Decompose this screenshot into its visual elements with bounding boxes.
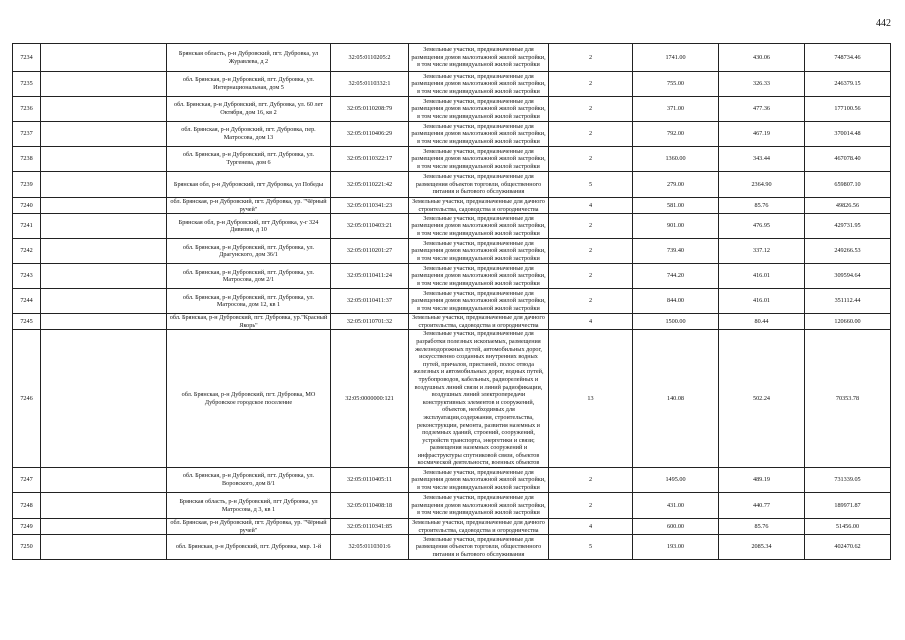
- table-row: [13, 493, 891, 519]
- cadastral-number-cell: 32:05:0110205:2: [331, 44, 409, 72]
- table-row: [13, 172, 891, 198]
- group-number-cell: 2: [549, 122, 633, 147]
- area-cell: 755.00: [633, 72, 719, 97]
- group-number-cell: 2: [549, 147, 633, 172]
- row-number-cell: 7243: [13, 264, 41, 289]
- land-use-cell: Земельные участки, предназначенные для дачного строительства, садоводства и огородничества: [409, 198, 549, 214]
- area-cell: 1360.00: [633, 147, 719, 172]
- table-row: [13, 264, 891, 289]
- blank-cell: [41, 535, 167, 560]
- blank-cell: [41, 519, 167, 535]
- cadastral-value-cell: 177100.56: [805, 97, 891, 122]
- cadastral-value-cell: 731339.05: [805, 468, 891, 493]
- land-use-cell: Земельные участки, предназначенные для размещения домов малоэтажной жилой застройки, в том числе индивидуальной жилой застройки: [409, 493, 549, 519]
- table-row: [13, 289, 891, 314]
- specific-value-cell: 477.36: [719, 97, 805, 122]
- blank-cell: [41, 314, 167, 330]
- table-row: [13, 97, 891, 122]
- area-cell: 739.40: [633, 239, 719, 264]
- table-row: [13, 44, 891, 72]
- row-number-cell: 7248: [13, 493, 41, 519]
- group-number-cell: 2: [549, 468, 633, 493]
- land-use-cell: Земельные участки, предназначенные для размещения домов малоэтажной жилой застройки, в том числе индивидуальной жилой застройки: [409, 289, 549, 314]
- table-row: [13, 72, 891, 97]
- row-number-cell: 7238: [13, 147, 41, 172]
- specific-value-cell: 85.76: [719, 198, 805, 214]
- cadastral-value-cell: 189971.87: [805, 493, 891, 519]
- land-use-cell: Земельные участки, предназначенные для размещения домов малоэтажной жилой застройки, в том числе индивидуальной жилой застройки: [409, 468, 549, 493]
- table-row: [13, 468, 891, 493]
- row-number-cell: 7245: [13, 314, 41, 330]
- group-number-cell: 2: [549, 239, 633, 264]
- cadastral-value-cell: 402470.62: [805, 535, 891, 560]
- blank-cell: [41, 239, 167, 264]
- area-cell: 140.08: [633, 330, 719, 468]
- row-number-cell: 7247: [13, 468, 41, 493]
- specific-value-cell: 430.06: [719, 44, 805, 72]
- row-number-cell: 7246: [13, 330, 41, 468]
- group-number-cell: 2: [549, 44, 633, 72]
- group-number-cell: 2: [549, 214, 633, 239]
- table-row: [13, 198, 891, 214]
- blank-cell: [41, 72, 167, 97]
- specific-value-cell: 440.77: [719, 493, 805, 519]
- area-cell: 371.00: [633, 97, 719, 122]
- group-number-cell: 2: [549, 493, 633, 519]
- cadastral-value-cell: 70353.78: [805, 330, 891, 468]
- group-number-cell: 13: [549, 330, 633, 468]
- cadastral-number-cell: 32:05:0110341:23: [331, 198, 409, 214]
- cadastral-value-cell: 249266.53: [805, 239, 891, 264]
- blank-cell: [41, 97, 167, 122]
- group-number-cell: 4: [549, 314, 633, 330]
- address-cell: обл. Брянская, р-н Дубровский, пгт. Дубровка, ул. Матросова, дом 12, кв 1: [167, 289, 331, 314]
- area-cell: 1495.00: [633, 468, 719, 493]
- address-cell: обл. Брянская, р-н Дубровский, пгт. Дубровка, ул. Интернациональная, дом 5: [167, 72, 331, 97]
- cadastral-value-cell: 309594.64: [805, 264, 891, 289]
- page-number: 442: [876, 18, 891, 29]
- cadastral-number-cell: 32:05:0110208:79: [331, 97, 409, 122]
- cadastral-number-cell: 32:05:0110221:42: [331, 172, 409, 198]
- specific-value-cell: 476.95: [719, 214, 805, 239]
- blank-cell: [41, 468, 167, 493]
- cadastral-number-cell: 32:05:0110332:1: [331, 72, 409, 97]
- blank-cell: [41, 493, 167, 519]
- blank-cell: [41, 214, 167, 239]
- table-row: [13, 122, 891, 147]
- area-cell: 901.00: [633, 214, 719, 239]
- table-row: [13, 330, 891, 468]
- area-cell: 600.00: [633, 519, 719, 535]
- group-number-cell: 2: [549, 264, 633, 289]
- cadastral-number-cell: 32:05:0110341:85: [331, 519, 409, 535]
- cadastral-value-cell: 51456.00: [805, 519, 891, 535]
- address-cell: Брянская обл, р-н Дубровский, пгт Дубровка, ул Победы: [167, 172, 331, 198]
- address-cell: обл. Брянская, р-н Дубровский, пгт. Дубровка, ур."Красный Якорь": [167, 314, 331, 330]
- land-use-cell: Земельные участки, предназначенные для разработки полезных ископаемых, размещения железнодорожных путей, автомобильных дорог, искусственно созданных внутренних водных путей, причалов, пристаней, полос отвода железных и автомобильных дорог, водных путей, трубопроводов, кабельных, радиорелейных и воздушных линий связи и линий радиофикации, воздушных линий электропередачи конструктивных элементов и сооружений, объектов, необходимых для эксплуатации,содержания, строительства, реконструкции, ремонта, развития наземных и подземных зданий, строений, сооружений, устройств транспорта, энергетики и связи; размещения наземных сооружений и инфраструктуры спутниковой связи, объектов космической деятельности, военных объектов: [409, 330, 549, 468]
- row-number-cell: 7236: [13, 97, 41, 122]
- specific-value-cell: 80.44: [719, 314, 805, 330]
- blank-cell: [41, 172, 167, 198]
- cadastral-value-cell: 370014.48: [805, 122, 891, 147]
- area-cell: 279.00: [633, 172, 719, 198]
- row-number-cell: 7244: [13, 289, 41, 314]
- cadastral-number-cell: 32:05:0110322:17: [331, 147, 409, 172]
- land-use-cell: Земельные участки, предназначенные для размещения объектов торговли, общественного питания и бытового обслуживания: [409, 535, 549, 560]
- specific-value-cell: 85.76: [719, 519, 805, 535]
- area-cell: 1741.00: [633, 44, 719, 72]
- address-cell: обл. Брянская, р-н Дубровский, пгт. Дубровка, пер. Матросова, дом 13: [167, 122, 331, 147]
- address-cell: обл. Брянская, р-н Дубровский, пгт. Дубровка, ул. Воровского, дом 8/1: [167, 468, 331, 493]
- blank-cell: [41, 122, 167, 147]
- group-number-cell: 5: [549, 535, 633, 560]
- address-cell: обл. Брянская, р-н Дубровский, пгт. Дубровка, мкр. 1-й: [167, 535, 331, 560]
- area-cell: 792.00: [633, 122, 719, 147]
- group-number-cell: 2: [549, 97, 633, 122]
- cadastral-value-cell: 429731.95: [805, 214, 891, 239]
- address-cell: обл. Брянская, р-н Дубровский, пгт. Дубровка, ур. "Чёрный ручей": [167, 198, 331, 214]
- group-number-cell: 4: [549, 198, 633, 214]
- blank-cell: [41, 44, 167, 72]
- cadastral-number-cell: 32:05:0110411:37: [331, 289, 409, 314]
- blank-cell: [41, 289, 167, 314]
- cadastral-value-cell: 351112.44: [805, 289, 891, 314]
- cadastral-value-cell: 748734.46: [805, 44, 891, 72]
- specific-value-cell: 343.44: [719, 147, 805, 172]
- specific-value-cell: 326.33: [719, 72, 805, 97]
- land-use-cell: Земельные участки, предназначенные для размещения объектов торговли, общественного питания и бытового обслуживания: [409, 172, 549, 198]
- cadastral-number-cell: 32:05:0110403:21: [331, 214, 409, 239]
- cadastral-number-cell: 32:05:0110406:29: [331, 122, 409, 147]
- cadastral-value-cell: 49826.56: [805, 198, 891, 214]
- cadastral-value-cell: 120660.00: [805, 314, 891, 330]
- cadastral-number-cell: 32:05:0110701:32: [331, 314, 409, 330]
- address-cell: обл. Брянская, р-н Дубровский, пгт. Дубровка, ул. Матросова, дом 2/1: [167, 264, 331, 289]
- cadastral-number-cell: 32:05:0110405:11: [331, 468, 409, 493]
- specific-value-cell: 416.01: [719, 264, 805, 289]
- cadastral-number-cell: 32:05:0110411:24: [331, 264, 409, 289]
- land-use-cell: Земельные участки, предназначенные для размещения домов малоэтажной жилой застройки, в том числе индивидуальной жилой застройки: [409, 122, 549, 147]
- cadastral-number-cell: 32:05:0110408:18: [331, 493, 409, 519]
- row-number-cell: 7241: [13, 214, 41, 239]
- address-cell: обл. Брянская, р-н Дубровский, пгт. Дубровка, ул. 60 лет Октября, дом 16, кв 2: [167, 97, 331, 122]
- land-use-cell: Земельные участки, предназначенные для размещения домов малоэтажной жилой застройки, в том числе индивидуальной жилой застройки: [409, 97, 549, 122]
- group-number-cell: 2: [549, 72, 633, 97]
- table-row: [13, 147, 891, 172]
- table-row: [13, 214, 891, 239]
- area-cell: 431.00: [633, 493, 719, 519]
- blank-cell: [41, 264, 167, 289]
- row-number-cell: 7242: [13, 239, 41, 264]
- area-cell: 1500.00: [633, 314, 719, 330]
- specific-value-cell: 502.24: [719, 330, 805, 468]
- address-cell: Брянская область, р-н Дубровский, пгт. Дубровка, ул Журавлева, д 2: [167, 44, 331, 72]
- address-cell: Брянская область, р-н Дубровский, пгт Дубровка, ул Матросова, д 3, кв 1: [167, 493, 331, 519]
- area-cell: 744.20: [633, 264, 719, 289]
- row-number-cell: 7237: [13, 122, 41, 147]
- row-number-cell: 7234: [13, 44, 41, 72]
- land-use-cell: Земельные участки, предназначенные для дачного строительства, садоводства и огородничества: [409, 519, 549, 535]
- row-number-cell: 7239: [13, 172, 41, 198]
- land-use-cell: Земельные участки, предназначенные для размещения домов малоэтажной жилой застройки, в том числе индивидуальной жилой застройки: [409, 72, 549, 97]
- land-use-cell: Земельные участки, предназначенные для размещения домов малоэтажной жилой застройки, в том числе индивидуальной жилой застройки: [409, 239, 549, 264]
- cadastral-value-cell: 246379.15: [805, 72, 891, 97]
- table-body: [13, 44, 891, 560]
- table-row: [13, 535, 891, 560]
- blank-cell: [41, 330, 167, 468]
- address-cell: обл. Брянская, р-н Дубровский, пгт. Дубровка, ур. "Чёрный ручей": [167, 519, 331, 535]
- row-number-cell: 7235: [13, 72, 41, 97]
- land-use-cell: Земельные участки, предназначенные для размещения домов малоэтажной жилой застройки, в том числе индивидуальной жилой застройки: [409, 214, 549, 239]
- cadastral-value-table: [12, 43, 891, 560]
- cadastral-value-cell: 659807.10: [805, 172, 891, 198]
- blank-cell: [41, 147, 167, 172]
- row-number-cell: 7249: [13, 519, 41, 535]
- table-row: [13, 314, 891, 330]
- cadastral-number-cell: 32:05:0110301:6: [331, 535, 409, 560]
- address-cell: обл. Брянская, р-н Дубровский, пгт. Дубровка, ул. Тургенева, дом 6: [167, 147, 331, 172]
- land-use-cell: Земельные участки, предназначенные для размещения домов малоэтажной жилой застройки, в том числе индивидуальной жилой застройки: [409, 264, 549, 289]
- specific-value-cell: 416.01: [719, 289, 805, 314]
- specific-value-cell: 337.12: [719, 239, 805, 264]
- cadastral-number-cell: 32:05:0000000:121: [331, 330, 409, 468]
- area-cell: 581.00: [633, 198, 719, 214]
- group-number-cell: 4: [549, 519, 633, 535]
- specific-value-cell: 489.19: [719, 468, 805, 493]
- area-cell: 193.00: [633, 535, 719, 560]
- land-use-cell: Земельные участки, предназначенные для размещения домов малоэтажной жилой застройки, в том числе индивидуальной жилой застройки: [409, 147, 549, 172]
- row-number-cell: 7240: [13, 198, 41, 214]
- specific-value-cell: 2364.90: [719, 172, 805, 198]
- blank-cell: [41, 198, 167, 214]
- cadastral-value-cell: 467078.40: [805, 147, 891, 172]
- land-use-cell: Земельные участки, предназначенные для дачного строительства, садоводства и огородничества: [409, 314, 549, 330]
- land-use-cell: Земельные участки, предназначенные для размещения домов малоэтажной жилой застройки, в том числе индивидуальной жилой застройки: [409, 44, 549, 72]
- area-cell: 844.00: [633, 289, 719, 314]
- group-number-cell: 2: [549, 289, 633, 314]
- table-row: [13, 239, 891, 264]
- address-cell: обл. Брянская, р-н Дубровский, пгт. Дубровка, ул. Драгунского, дом 36/1: [167, 239, 331, 264]
- group-number-cell: 5: [549, 172, 633, 198]
- row-number-cell: 7250: [13, 535, 41, 560]
- address-cell: Брянская обл, р-н Дубровский, пгт Дубровка, у-г 324 Дивизии, д 10: [167, 214, 331, 239]
- cadastral-number-cell: 32:05:0110201:27: [331, 239, 409, 264]
- specific-value-cell: 467.19: [719, 122, 805, 147]
- table-row: [13, 519, 891, 535]
- address-cell: обл. Брянская, р-н Дубровский, пгт. Дубровка, МО Дубровское городское поселение: [167, 330, 331, 468]
- specific-value-cell: 2085.34: [719, 535, 805, 560]
